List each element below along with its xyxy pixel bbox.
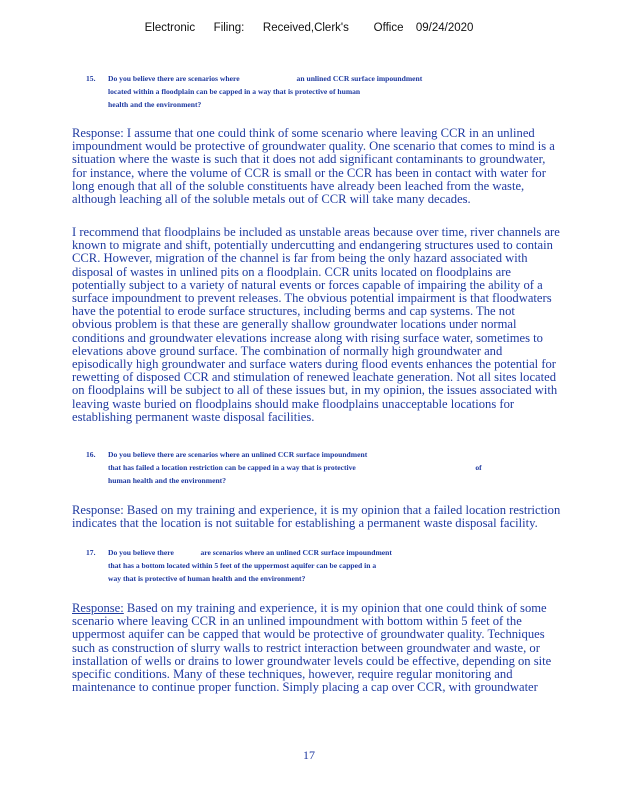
text-line: although leaching all of the soluble metals out of CCR will take many decades.: [72, 192, 471, 207]
question-line: located within a floodplain can be capped in a way that is protective of human: [108, 87, 361, 96]
response-17-paragraph: [72, 602, 602, 694]
text-line: uppermost aquifer can be capped that would be protective of groundwater quality. Techniques: [72, 627, 545, 642]
question-number: 16.: [86, 450, 96, 459]
question-line: Do you believe there are scenarios where an unlined CCR surface impoundment: [108, 74, 423, 83]
text-line: rewetting of disposed CCR and stimulation of renewed leachate generation. Not all sites located: [72, 370, 557, 385]
text-line: impoundment would be protective of groundwater quality. One scenario that comes to mind is a: [72, 139, 555, 154]
text-line: CCR. However, migration of the channel is far from being the only hazard associated with: [72, 251, 528, 266]
text-line: conditions and groundwater elevations increase along with rising surface water, sometimes to: [72, 330, 543, 345]
text-line: known to migrate and shift, potentially undercutting and endangering structures used to contain: [72, 238, 553, 253]
question-number: 17.: [86, 548, 96, 557]
page-number: 17: [303, 748, 315, 762]
text-line: for instance, where the volume of CCR is small or the CCR has been in contact with water for: [72, 165, 546, 180]
text-line: establishing permanent waste disposal facilities.: [72, 409, 315, 424]
text-line: maintenance to continue proper function. Simply placing a cap over CCR, with groundwater: [72, 680, 538, 695]
question-line: that has failed a location restriction can be capped in a way that is protective of: [108, 463, 482, 472]
text-line: scenario where leaving CCR in an unlined impoundment with bottom within 5 feet of the: [72, 614, 522, 629]
text-line: long enough that all of the soluble constituents have already been leached from the waste,: [72, 178, 525, 193]
response-label: Response:: [72, 601, 124, 615]
question-line: Do you believe there are scenarios where an unlined CCR surface impoundment: [108, 450, 368, 459]
response-15-paragraph-1: [72, 127, 602, 206]
question-line: human health and the environment?: [108, 476, 227, 485]
text-line: potentially subject to a variety of natural events or forces capable of impairing the ability of a: [72, 277, 543, 292]
text-line: elevations above ground surface. The combination of normally high groundwater and: [72, 343, 503, 358]
text-line: specific conditions. Many of these techniques, however, require regular monitoring and: [72, 667, 513, 682]
filing-header: Electronic Filing: Received,Clerk's Office 09/24/2020: [144, 22, 474, 34]
question-line: Do you believe there are scenarios where an unlined CCR surface impoundment: [108, 548, 392, 557]
text-line: Response: Based on my training and experience, it is my opinion that a failed location restriction: [72, 503, 561, 517]
text-line: have the potential to erode surface structures, including berms and cap systems. The not: [72, 304, 515, 319]
text-line-content: Based on my training and experience, it is my opinion that one could think of some: [123, 601, 547, 615]
response-16-paragraph: [72, 504, 602, 530]
question-line: that has a bottom located within 5 feet of the uppermost aquifer can be capped in a: [108, 561, 377, 570]
question-17: [86, 546, 392, 585]
text-line: episodically high groundwater and surface waters during flood events enhances the potential for: [72, 357, 556, 372]
text-line: disposal of wastes in unlined pits on a floodplain. CCR units located on floodplains are: [72, 264, 511, 279]
question-16: [86, 448, 482, 487]
response-15-paragraph-2: [72, 226, 602, 424]
text-line: situation where the waste is such that it does not add significant contaminants to groundwater,: [72, 152, 546, 167]
text-line: leaving waste buried on floodplains should make floodplains unacceptable locations for: [72, 396, 515, 411]
text-line: installation of wells or drains to lower groundwater levels could be effective, depending on site: [72, 653, 552, 668]
question-15: [86, 72, 422, 111]
question-number: 15.: [86, 74, 96, 83]
text-line: obvious problem is that these are generally shallow groundwater locations under normal: [72, 317, 517, 332]
text-line: I recommend that floodplains be included as unstable areas because over time, river channels are: [72, 225, 560, 239]
text-line: surface impoundment to prevent releases. The obvious potential impairment is that floodwaters: [72, 291, 552, 306]
text-line: Response: I assume that one could think of some scenario where leaving CCR in an unlined: [72, 126, 535, 140]
text-line: indicates that the location is not suitable for establishing a permanent waste disposal facility.: [72, 516, 538, 531]
question-line: way that is protective of human health and the environment?: [108, 574, 306, 583]
text-line: on floodplains will be subject to all of these issues but, in my opinion, the issues associated with: [72, 383, 558, 398]
question-line: health and the environment?: [108, 100, 202, 109]
text-line: such as construction of slurry walls to restrict interaction between groundwater and waste, or: [72, 640, 540, 655]
